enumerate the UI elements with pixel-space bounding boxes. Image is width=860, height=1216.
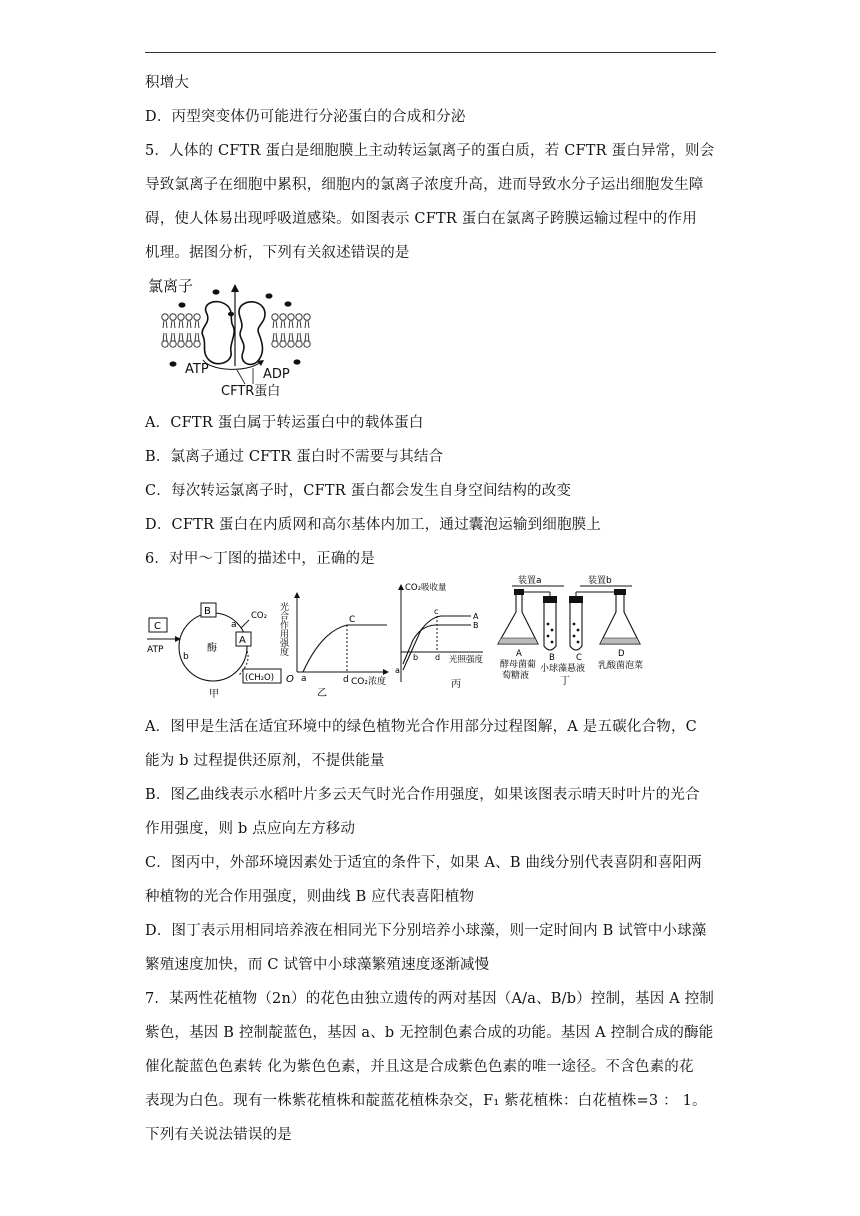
svg-text:乳酸菌泡菜: 乳酸菌泡菜: [598, 661, 644, 671]
text-line: 催化靛蓝色色素转 化为紫色色素，并且这是合成紫色色素的唯一途径。不含色素的花: [145, 1059, 694, 1075]
svg-text:萄糖液: 萄糖液: [502, 671, 530, 681]
svg-text:(CH₂O): (CH₂O): [245, 673, 275, 683]
figure-bing: [393, 578, 488, 690]
svg-text:d: d: [435, 653, 441, 662]
text-line: 种植物的光合作用强度，则曲线 B 应代表喜阳植物: [145, 889, 475, 905]
curve-yi: [303, 625, 387, 672]
svg-text:C: C: [154, 621, 161, 632]
svg-text:装置b: 装置b: [588, 576, 612, 586]
text-line: 下列有关说法错误的是: [145, 1127, 292, 1143]
chloride-ion: [179, 302, 186, 307]
chloride-ion: [170, 361, 177, 366]
question-6: 6．对甲～丁图的描述中，正确的是: [145, 551, 375, 567]
option-b: B．图乙曲线表示水稻叶片多云天气时光合作用强度，如果该图表示晴天时叶片的光合: [145, 787, 700, 803]
caption-bing: 丙: [451, 679, 461, 690]
y-axis-label: CO₂吸收量: [405, 583, 447, 593]
tube-c: [570, 602, 582, 650]
chloride-ion: [294, 359, 301, 364]
svg-text:A: A: [473, 612, 479, 621]
option-c: C．图丙中，外部环境因素处于适宜的条件下，如果 A、B 曲线分别代表喜阴和喜阳两: [145, 855, 702, 871]
figure-jia: [145, 595, 283, 700]
question-5: 5．人体的 CFTR 蛋白是细胞膜上主动转运氯离子的蛋白质，若 CFTR 蛋白异常，则会: [145, 143, 715, 159]
svg-text:D: D: [618, 649, 625, 659]
arrow-head: [231, 284, 239, 292]
svg-text:B: B: [473, 621, 479, 630]
svg-text:a: a: [231, 620, 237, 630]
text-line: 繁殖速度加快，而 C 试管中小球藻繁殖速度逐渐减慢: [145, 957, 490, 973]
flask-a: [498, 594, 538, 644]
text-line: 表现为白色。现有一株紫花植株和靛蓝花植株杂交，F₁ 紫花植株：白花植株=3 ： 1。: [145, 1093, 707, 1109]
svg-text:b: b: [183, 652, 189, 662]
svg-text:小球藻悬液: 小球藻悬液: [540, 664, 586, 674]
chloride-label: 氯离子: [148, 277, 194, 295]
svg-text:O: O: [286, 674, 294, 685]
option-a: A．CFTR 蛋白属于转运蛋白中的载体蛋白: [145, 415, 424, 431]
svg-text:CO₂: CO₂: [251, 611, 268, 621]
chloride-ion: [285, 301, 292, 306]
y-axis-label: 光合作用强度: [278, 602, 288, 656]
text-line: 导致氯离子在细胞中累积，细胞内的氯离子浓度升高，进而导致水分子运出细胞发生障: [145, 177, 704, 193]
flask-d: [600, 594, 640, 644]
svg-text:c: c: [434, 607, 439, 616]
lipid-bilayer: [162, 314, 310, 347]
option-c: C．每次转运氯离子时，CFTR 蛋白都会发生自身空间结构的改变: [145, 483, 572, 499]
svg-text:ATP: ATP: [147, 645, 164, 655]
text-line: 积增大: [145, 75, 190, 91]
text-line: 作用强度，则 b 点应向左方移动: [145, 821, 356, 837]
svg-text:B: B: [204, 606, 211, 617]
option-a: A．图甲是生活在适宜环境中的绿色植物光合作用部分过程图解，A 是五碳化合物，C: [145, 719, 697, 735]
svg-text:a: a: [395, 666, 400, 675]
text-line: 紫色，基因 B 控制靛蓝色，基因 a、b 无控制色素合成的功能。基因 A 控制合成的酶能: [145, 1025, 714, 1041]
cftr-figure: [145, 274, 325, 400]
x-axis-label: 光照强度: [449, 655, 484, 665]
cftr-protein: [202, 302, 265, 365]
text-line: 机理。据图分析，下列有关叙述错误的是: [145, 245, 410, 261]
svg-text:A: A: [516, 649, 522, 659]
atp-label: ATP: [185, 362, 209, 377]
header-rule: [145, 52, 716, 53]
svg-text:a: a: [301, 674, 307, 684]
caption-yi: 乙: [317, 688, 327, 699]
figure-yi: [278, 590, 393, 700]
figure-ding: [492, 572, 652, 692]
svg-text:A: A: [239, 635, 246, 646]
option-d: D．CFTR 蛋白在内质网和高尔基体内加工，通过囊泡运输到细胞膜上: [145, 517, 602, 533]
tube-b: [544, 602, 556, 650]
chloride-ion: [213, 289, 220, 294]
svg-text:B: B: [549, 653, 555, 663]
caption-ding: 丁: [560, 676, 570, 687]
svg-text:d: d: [343, 675, 349, 685]
caption-jia: 甲: [209, 689, 219, 700]
option-d: D．丙型突变体仍可能进行分泌蛋白的合成和分泌: [145, 109, 466, 125]
bilayer-right: [272, 314, 310, 347]
bilayer-left: [162, 314, 200, 347]
protein-label: CFTR蛋白: [221, 384, 281, 399]
svg-text:b: b: [413, 653, 419, 662]
chloride-ion: [266, 293, 273, 298]
text-line: 碍，使人体易出现呼吸道感染。如图表示 CFTR 蛋白在氯离子跨膜运输过程中的作用: [145, 211, 697, 227]
x-axis-label: CO₂浓度: [351, 677, 386, 687]
svg-text:C: C: [349, 615, 356, 625]
svg-text:酵母菌葡: 酵母菌葡: [500, 660, 537, 670]
option-d: D．图丁表示用相同培养液在相同光下分别培养小球藻，则一定时间内 B 试管中小球藻: [145, 923, 707, 939]
svg-text:装置a: 装置a: [518, 576, 542, 586]
question-7: 7．某两性花植物（2n）的花色由独立遗传的两对基因（A/a、B/b）控制，基因 A 控制: [145, 991, 715, 1007]
adp-label: ADP: [263, 367, 290, 382]
option-b: B．氯离子通过 CFTR 蛋白时不需要与其结合: [145, 449, 444, 465]
text-line: 能为 b 过程提供还原剂，不提供能量: [145, 753, 385, 769]
svg-text:C: C: [576, 653, 582, 663]
svg-text:酶: 酶: [207, 643, 217, 654]
